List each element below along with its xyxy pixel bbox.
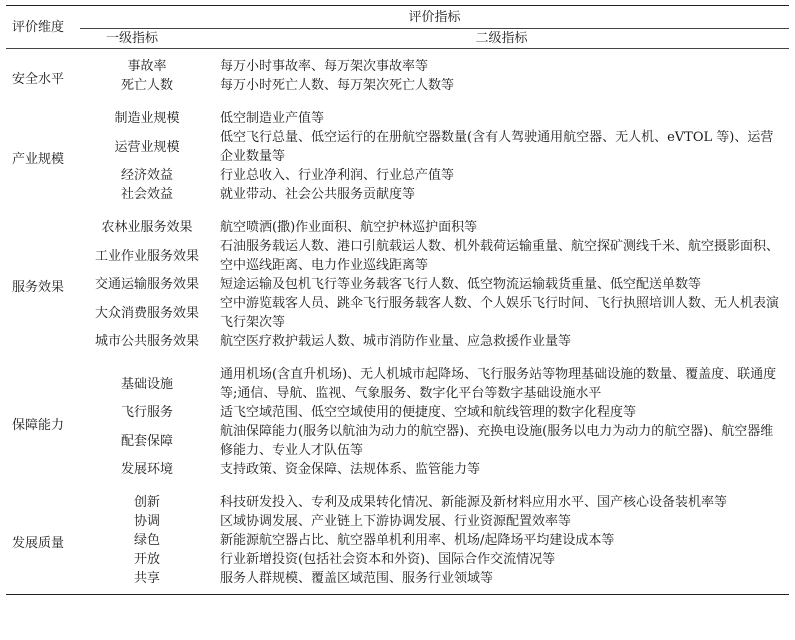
table-row: [6, 512, 789, 531]
header-indicators: 评价指标: [80, 6, 789, 29]
level2-indicator: 短途运输及包机飞行等业务载客飞行人数、低空物流运输载货重量、低空配送单数等: [220, 277, 702, 292]
level1-indicator: 开放: [133, 552, 160, 567]
level1-indicator: 死亡人数: [120, 78, 173, 93]
table-row: [6, 49, 789, 77]
level2-indicator: 通用机场(含直升机场)、无人机城市起降场、飞行服务站等物理基础设施的数量、覆盖度、联通度等;通信、导航、监视、气象服务、数字化平台等数字基础设施水平: [220, 367, 777, 401]
level1-indicator: 基础设施: [120, 376, 173, 392]
level1-indicator: 社会效益: [120, 187, 173, 202]
level1-indicator: 发展环境: [120, 462, 173, 477]
level1-indicator: 工业作业服务效果: [94, 248, 199, 264]
level2-indicator: 服务人群规模、覆盖区域范围、服务行业领域等: [220, 571, 494, 586]
level2-indicator: 行业新增投资(包括社会资本和外资)、国际合作交流情况等: [220, 552, 556, 567]
level1-indicator: 事故率: [127, 59, 167, 74]
level1-indicator: 制造业规模: [114, 111, 180, 126]
level1-indicator: 绿色: [133, 533, 160, 548]
table-row: [6, 294, 789, 332]
level1-indicator: 配套保障: [120, 433, 173, 449]
level1-indicator: 共享: [133, 571, 160, 586]
table-row: [6, 550, 789, 569]
level2-indicator: 航空医疗救护载运人数、城市消防作业量、应急救援作业量等: [220, 334, 572, 349]
level2-indicator: 支持政策、资金保障、法规体系、监管能力等: [220, 462, 481, 477]
level2-indicator: 石油服务载运人数、港口引航载运人数、机外载荷运输重量、航空探矿测线千米、航空摄影面积、空中巡线距离、电力作业巡线距离等: [220, 239, 780, 273]
level2-indicator: 区域协调发展、产业链上下游协调发展、行业资源配置效率等: [220, 514, 572, 529]
dimension-cell: 发展质量: [12, 536, 65, 551]
table-row: [6, 128, 789, 166]
level2-indicator: 低空制造业产值等: [220, 111, 325, 126]
level1-indicator: 城市公共服务效果: [94, 334, 199, 349]
level1-indicator: 运营业规模: [114, 139, 180, 155]
table-row: [6, 210, 789, 237]
table-row: [6, 403, 789, 422]
level2-indicator: 就业带动、社会公共服务贡献度等: [220, 187, 416, 202]
table-row: [6, 531, 789, 550]
dimension-cell: 安全水平: [12, 71, 65, 87]
table-row: [6, 101, 789, 128]
level1-indicator: 协调: [133, 514, 160, 529]
dimension-cell: 产业规模: [12, 152, 65, 167]
level2-indicator: 每万小时死亡人数、每万架次死亡人数等: [220, 78, 455, 93]
level1-indicator: 飞行服务: [120, 405, 173, 420]
table-row: [6, 357, 789, 403]
header-level2: 二级指标: [475, 31, 528, 46]
level1-indicator: 大众消费服务效果: [94, 305, 199, 321]
level2-indicator: 行业总收入、行业净利润、行业总产值等: [220, 168, 455, 183]
table-row: [6, 185, 789, 210]
table-row: [6, 332, 789, 357]
level1-indicator: 创新: [133, 495, 160, 510]
level2-indicator: 科技研发投入、专利及成果转化情况、新能源及新材料应用水平、国产核心设备装机率等: [220, 495, 728, 510]
level2-indicator: 航油保障能力(服务以航油为动力的航空器)、充换电设施(服务以电力为动力的航空器)、航空器维修能力、专业人才队伍等: [220, 424, 774, 458]
level2-indicator: 低空飞行总量、低空运行的在册航空器数量(含有人驾驶通用航空器、无人机、eVTOL 等)、运营企业数量等: [220, 130, 774, 164]
level2-indicator: 每万小时事故率、每万架次事故率等: [220, 59, 429, 74]
table-row: [6, 485, 789, 512]
dimension-cell: 服务效果: [12, 280, 65, 295]
header-level1: 一级指标: [105, 31, 158, 46]
dimension-cell: 保障能力: [12, 417, 65, 433]
table-row: [6, 275, 789, 294]
level2-indicator: 航空喷洒(撒)作业面积、航空护林巡护面积等: [220, 220, 478, 235]
table-row: [6, 237, 789, 275]
level1-indicator: 交通运输服务效果: [94, 277, 199, 292]
level2-indicator: 适飞空域范围、低空空域使用的便捷度、空域和航线管理的数字化程度等: [220, 405, 637, 420]
table-row: [6, 76, 789, 101]
level2-indicator: 空中游览载客人员、跳伞飞行服务载客人数、个人娱乐飞行时间、飞行执照培训人数、无人机表演飞行架次等: [220, 296, 780, 330]
level1-indicator: 经济效益: [120, 168, 173, 183]
level2-indicator: 新能源航空器占比、航空器单机利用率、机场/起降场平均建设成本等: [220, 533, 615, 548]
table-row: [6, 569, 789, 595]
level1-indicator: 农林业服务效果: [101, 220, 193, 235]
header-dimension: 评价维度: [6, 6, 80, 49]
table-body: [6, 49, 789, 595]
table-row: [6, 422, 789, 460]
table-row: [6, 166, 789, 185]
table-row: [6, 460, 789, 485]
evaluation-index-table: [6, 5, 789, 595]
